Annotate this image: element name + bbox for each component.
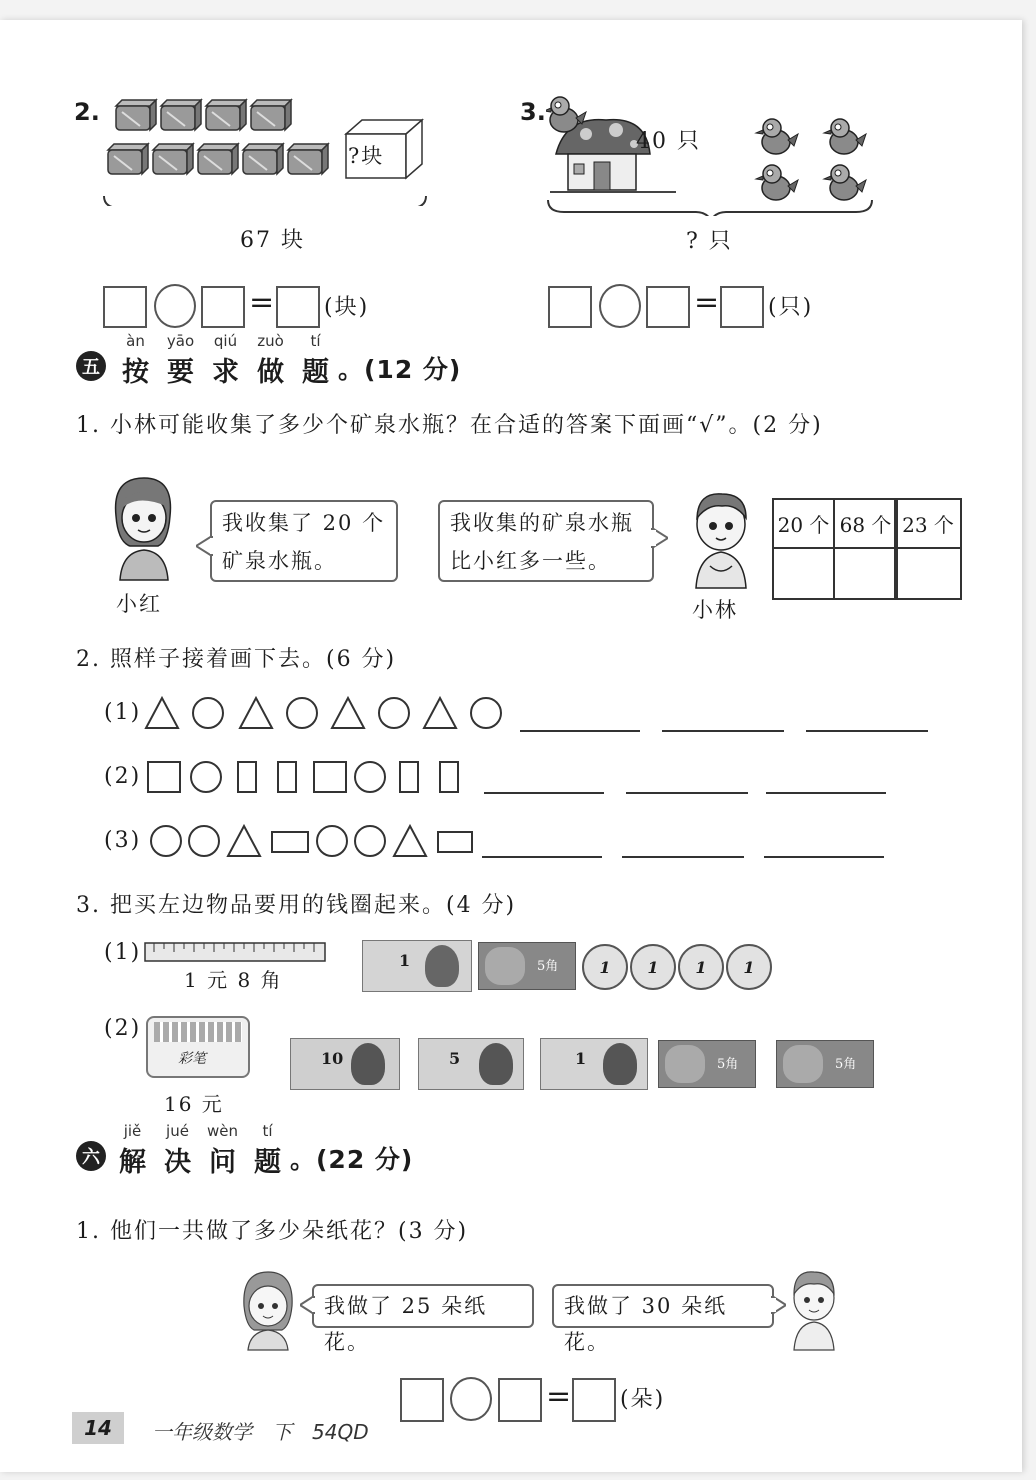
question-number: 2. <box>74 98 100 126</box>
girl-icon <box>238 1268 298 1352</box>
title-char: 要 <box>167 357 194 388</box>
banknote-1-yuan[interactable] <box>362 940 472 992</box>
pinyin: yāo <box>166 332 195 350</box>
choices-table <box>772 498 962 600</box>
unknown-box-label: ?块 <box>348 144 385 168</box>
answer-box[interactable] <box>720 286 764 328</box>
crayon-sticks <box>154 1022 242 1042</box>
pinyin: jué <box>166 1122 189 1140</box>
portrait-icon <box>783 1045 823 1083</box>
row-label: (1) <box>104 700 142 725</box>
portrait-icon <box>479 1043 513 1085</box>
answer-box[interactable] <box>548 286 592 328</box>
bubble-tail <box>196 536 214 556</box>
item-number: (2) <box>104 1016 142 1041</box>
section-badge: 五 <box>76 351 106 381</box>
bubble-line: 比小红多一些。 <box>450 549 611 573</box>
answer-box[interactable] <box>498 1378 542 1422</box>
pinyin: jiě <box>123 1122 142 1140</box>
answer-line[interactable] <box>626 792 748 794</box>
answer-box[interactable] <box>201 286 245 328</box>
answer-line[interactable] <box>766 792 886 794</box>
banknote-5-yuan[interactable] <box>418 1038 524 1090</box>
choice-cell: 20 个 <box>772 498 835 549</box>
title-char-group <box>293 332 338 389</box>
coin-1-jiao[interactable] <box>582 944 628 990</box>
pinyin: qiú <box>213 332 238 350</box>
choice-cell: 23 个 <box>894 498 962 549</box>
bird-count-label: 40 只 <box>636 129 701 154</box>
answer-box[interactable] <box>276 286 320 328</box>
banknote-5-jiao[interactable] <box>776 1040 874 1088</box>
question-text: 1. 小林可能收集了多少个矿泉水瓶？在合适的答案下面画“√”。(2 分) <box>76 413 823 438</box>
equals-sign: = <box>249 285 275 320</box>
crayon-box-icon <box>146 1016 250 1078</box>
pinyin: tí <box>262 1122 273 1140</box>
title-char: 按 <box>122 357 149 388</box>
banknote-denomination: 5角 <box>537 959 559 974</box>
unit-label: (块) <box>324 295 370 320</box>
item-price: 16 元 <box>164 1092 224 1116</box>
row-label: (2) <box>104 764 142 789</box>
answer-line[interactable] <box>662 730 784 732</box>
answer-line[interactable] <box>764 856 884 858</box>
section-score: 。(12 分) <box>338 355 462 384</box>
answer-box[interactable] <box>103 286 147 328</box>
pinyin: wèn <box>206 1122 238 1140</box>
portrait-icon <box>485 947 525 985</box>
row-label: (3) <box>104 828 142 853</box>
check-cell[interactable] <box>772 547 835 600</box>
answer-box[interactable] <box>400 1378 444 1422</box>
equals-sign: = <box>546 1379 572 1414</box>
banknote-denomination: 5 <box>449 1049 461 1068</box>
banknote-denomination: 1 <box>399 951 411 970</box>
coin-denomination: 1 <box>647 957 659 977</box>
question-text: 3. 把买左边物品要用的钱圈起来。(4 分) <box>76 893 517 918</box>
unit-label: (朵) <box>620 1387 666 1412</box>
speech-bubble-girl: 我做了 25 朵纸花。 <box>312 1284 534 1328</box>
item-price: 1 元 8 角 <box>184 968 283 992</box>
answer-box[interactable] <box>646 286 690 328</box>
coin-denomination: 1 <box>599 957 611 977</box>
title-char: 决 <box>164 1147 191 1178</box>
banknote-1-yuan[interactable] <box>540 1038 648 1090</box>
portrait-icon <box>351 1043 385 1085</box>
portrait-icon <box>425 945 459 987</box>
pinyin: zuò <box>257 332 284 350</box>
banknote-denomination: 5角 <box>835 1057 857 1072</box>
banknote-10-yuan[interactable] <box>290 1038 400 1090</box>
pattern-row-3 <box>148 822 478 862</box>
bubble-tail <box>300 1296 316 1314</box>
title-char-group <box>200 1122 245 1179</box>
portrait-icon <box>603 1043 637 1085</box>
unit-label: (只) <box>768 295 814 320</box>
question-number: 3. <box>520 98 546 126</box>
crayon-box-label: 彩笔 <box>178 1051 206 1067</box>
pattern-row-2 <box>146 758 466 798</box>
question-text: 1. 他们一共做了多少朵纸花？(3 分) <box>76 1219 469 1244</box>
bubble-line: 矿泉水瓶。 <box>222 549 337 573</box>
coin-1-jiao[interactable] <box>678 944 724 990</box>
banknote-denomination: 1 <box>575 1049 587 1068</box>
coin-1-jiao[interactable] <box>726 944 772 990</box>
ruler-icon <box>144 942 326 964</box>
item-number: (1) <box>104 940 142 965</box>
title-char: 做 <box>257 357 284 388</box>
question-text: 2. 照样子接着画下去。(6 分) <box>76 647 397 672</box>
operator-circle[interactable] <box>450 1377 492 1421</box>
boy-icon <box>688 486 754 590</box>
banknote-denomination: 5角 <box>717 1057 739 1072</box>
speech-bubble-boy <box>438 500 654 582</box>
title-char-group <box>245 1122 290 1179</box>
bubble-line: 我收集的矿泉水瓶 <box>450 511 634 535</box>
answer-line[interactable] <box>806 730 928 732</box>
section-score: 。(22 分) <box>290 1145 414 1174</box>
coin-1-jiao[interactable] <box>630 944 676 990</box>
banknote-5-jiao[interactable] <box>478 942 576 990</box>
bubble-tail <box>650 528 668 548</box>
equals-sign: = <box>694 285 720 320</box>
answer-line[interactable] <box>520 730 640 732</box>
coin-denomination: 1 <box>695 957 707 977</box>
answer-box[interactable] <box>572 1378 616 1422</box>
page-number: 14 <box>72 1412 124 1444</box>
bubble-line: 我收集了 20 个 <box>222 511 386 535</box>
girl-icon <box>108 472 180 582</box>
speech-bubble-boy: 我做了 30 朵纸花。 <box>552 1284 774 1328</box>
pinyin: tí <box>310 332 321 350</box>
title-char-group <box>155 1122 200 1179</box>
mushroom-birds-illustration <box>546 96 876 216</box>
boy-name: 小林 <box>692 598 738 622</box>
banknote-denomination: 10 <box>321 1049 344 1068</box>
title-char-group <box>110 1122 155 1179</box>
title-char: 问 <box>209 1147 236 1178</box>
section-title-group <box>113 332 338 389</box>
section-badge: 六 <box>76 1141 106 1171</box>
check-cell[interactable] <box>894 547 962 600</box>
girl-name: 小红 <box>116 592 162 616</box>
title-char: 解 <box>119 1147 146 1178</box>
title-char-group <box>113 332 158 389</box>
answer-line[interactable] <box>622 856 744 858</box>
speech-bubble-girl <box>210 500 398 582</box>
answer-line[interactable] <box>484 792 604 794</box>
title-char-group <box>158 332 203 389</box>
title-char: 求 <box>212 357 239 388</box>
title-char-group <box>248 332 293 389</box>
pattern-row-1 <box>144 694 514 734</box>
boy-icon <box>786 1266 842 1352</box>
title-char: 题 <box>302 357 329 388</box>
portrait-icon <box>665 1045 705 1083</box>
operator-circle[interactable] <box>599 284 641 328</box>
total-label: 67 块 <box>240 228 305 253</box>
coin-denomination: 1 <box>743 957 755 977</box>
bubble-tail <box>770 1296 786 1314</box>
title-char: 题 <box>254 1147 281 1178</box>
operator-circle[interactable] <box>154 284 196 328</box>
section-title-group <box>110 1122 290 1179</box>
pinyin: àn <box>126 332 145 350</box>
banknote-5-jiao[interactable] <box>658 1040 756 1088</box>
answer-line[interactable] <box>482 856 602 858</box>
eraser-illustration <box>100 96 440 206</box>
check-cell[interactable] <box>833 547 898 600</box>
title-char-group <box>203 332 248 389</box>
worksheet-page <box>0 20 1022 1472</box>
total-label: ? 只 <box>686 229 733 254</box>
choice-cell: 68 个 <box>833 498 898 549</box>
book-title: 一年级数学 下 54QD <box>152 1420 369 1444</box>
